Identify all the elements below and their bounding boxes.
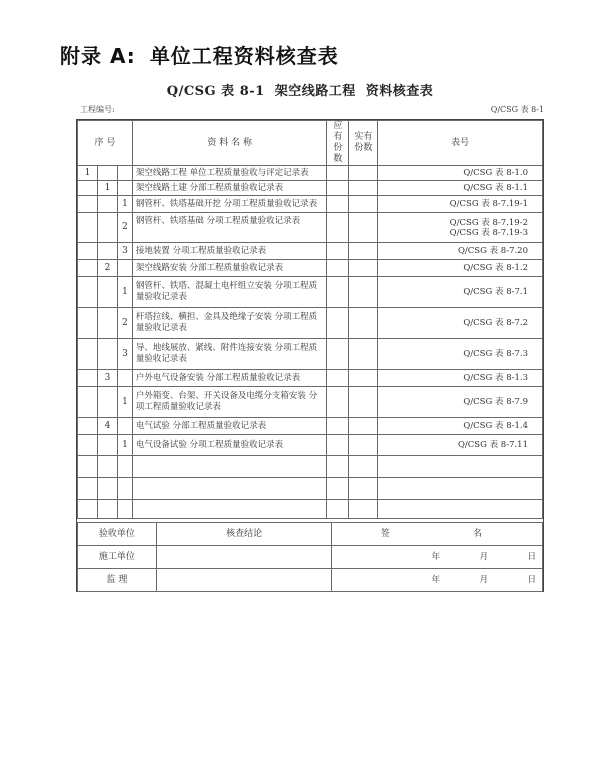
row-level1 — [78, 243, 98, 260]
supervisor-date — [392, 569, 543, 592]
contractor-date — [392, 546, 543, 569]
row-code: Q/CSG 表 8-1.0 — [378, 166, 543, 181]
row-level1 — [78, 181, 98, 196]
row-name: 钢管杆、铁塔、混凝土电杆组立安装 分项工程质量验收记录表 — [132, 277, 326, 308]
row-level3 — [117, 181, 132, 196]
row-actual — [349, 370, 378, 387]
table-row — [78, 181, 543, 196]
row-code: Q/CSG 表 8-7.9 — [378, 387, 543, 418]
row-should — [327, 370, 349, 387]
row-name: 户外电气设备安装 分部工程质量验收记录表 — [132, 370, 326, 387]
row-level1 — [78, 213, 98, 243]
row-level1 — [78, 260, 98, 277]
table-header-row — [78, 121, 543, 166]
row-level1 — [78, 339, 98, 370]
table-row — [78, 260, 543, 277]
row-level1 — [78, 370, 98, 387]
table-row — [78, 166, 543, 181]
header-should: 应有份数 — [327, 121, 349, 166]
table-row-empty — [78, 478, 543, 500]
row-level1 — [78, 277, 98, 308]
row-name: 杆塔拉线、横担、金具及绝缘子安装 分项工程质量验收记录表 — [132, 308, 326, 339]
row-level2: 4 — [97, 418, 117, 435]
row-name: 接地装置 分项工程质量验收记录表 — [132, 243, 326, 260]
row-code: Q/CSG 表 8-7.20 — [378, 243, 543, 260]
table-row — [78, 435, 543, 456]
row-code: Q/CSG 表 8-7.2 — [378, 308, 543, 339]
row-should — [327, 418, 349, 435]
row-level3 — [117, 370, 132, 387]
date-month: 月 — [479, 574, 489, 585]
row-actual — [349, 277, 378, 308]
supervisor-sign[interactable] — [332, 569, 392, 592]
form-code: Q/CSG 表 8-1 — [166, 84, 265, 99]
table-row — [78, 339, 543, 370]
table-row — [78, 387, 543, 418]
row-actual — [349, 243, 378, 260]
row-code: Q/CSG 表 8-1.3 — [378, 370, 543, 387]
supervisor-conclusion[interactable] — [156, 569, 332, 592]
row-actual — [349, 387, 378, 418]
table-row — [78, 308, 543, 339]
row-name: 电气试验 分部工程质量验收记录表 — [132, 418, 326, 435]
row-actual — [349, 418, 378, 435]
header-name: 资 料 名 称 — [132, 121, 326, 166]
row-actual — [349, 308, 378, 339]
row-level3: 3 — [117, 339, 132, 370]
row-code: Q/CSG 表 8-1.1 — [378, 181, 543, 196]
table-row — [78, 277, 543, 308]
row-name: 架空线路土建 分部工程质量验收记录表 — [132, 181, 326, 196]
form-project: 架空线路工程 — [274, 84, 356, 99]
accept-unit-label: 验收单位 — [78, 523, 157, 546]
header-code: 表号 — [378, 121, 543, 166]
date-year: 年 — [431, 574, 441, 585]
contractor-label: 施工单位 — [78, 546, 157, 569]
table-row — [78, 418, 543, 435]
row-code: Q/CSG 表 8-7.19-1 — [378, 196, 543, 213]
row-code-line1: Q/CSG 表 8-7.19-2 — [449, 217, 528, 228]
row-level3: 3 — [117, 243, 132, 260]
row-level2 — [97, 435, 117, 456]
row-should — [327, 435, 349, 456]
date-day: 日 — [527, 551, 536, 562]
form-subject: 资料核查表 — [365, 84, 434, 99]
row-name: 架空线路工程 单位工程质量验收与评定记录表 — [132, 166, 326, 181]
table-row-empty — [78, 500, 543, 519]
row-level3 — [117, 418, 132, 435]
row-level3: 1 — [117, 196, 132, 213]
signature-header-row — [78, 523, 543, 546]
date-day: 日 — [527, 574, 536, 585]
row-level2 — [97, 213, 117, 243]
row-level1 — [78, 418, 98, 435]
signature-table — [77, 522, 543, 592]
form-title — [0, 80, 600, 99]
row-level2: 2 — [97, 260, 117, 277]
date-month: 月 — [479, 551, 489, 562]
row-should — [327, 213, 349, 243]
row-level1 — [78, 387, 98, 418]
checklist-table-frame — [76, 119, 544, 592]
row-should — [327, 196, 349, 213]
contractor-conclusion[interactable] — [156, 546, 332, 569]
supervisor-label: 监 理 — [78, 569, 157, 592]
row-level2 — [97, 387, 117, 418]
row-level3 — [117, 166, 132, 181]
row-should — [327, 166, 349, 181]
project-number-label: 工程编号: — [80, 105, 115, 114]
table-row — [78, 213, 543, 243]
row-actual — [349, 196, 378, 213]
row-level2 — [97, 339, 117, 370]
date-year: 年 — [431, 551, 441, 562]
row-level3 — [117, 260, 132, 277]
row-actual — [349, 435, 378, 456]
name-label: 名 — [392, 523, 543, 546]
table-row-empty — [78, 456, 543, 478]
header-seq: 序 号 — [78, 121, 133, 166]
row-level2 — [97, 277, 117, 308]
supervisor-row — [78, 569, 543, 592]
appendix-heading: 单位工程资料核查表 — [149, 44, 339, 68]
row-level3: 2 — [117, 308, 132, 339]
row-name: 电气设备试验 分项工程质量验收记录表 — [132, 435, 326, 456]
row-actual — [349, 339, 378, 370]
row-code: Q/CSG 表 8-7.11 — [378, 435, 543, 456]
row-code: Q/CSG 表 8-1.4 — [378, 418, 543, 435]
row-code-line2: Q/CSG 表 8-7.19-3 — [449, 227, 528, 238]
row-should — [327, 277, 349, 308]
row-code: Q/CSG 表 8-7.3 — [378, 339, 543, 370]
row-name: 钢管杆、铁塔基础开挖 分项工程质量验收记录表 — [132, 196, 326, 213]
row-name: 架空线路安装 分部工程质量验收记录表 — [132, 260, 326, 277]
row-level1 — [78, 308, 98, 339]
row-code: Q/CSG 表 8-1.2 — [378, 260, 543, 277]
row-name: 钢管杆、铁塔基础 分项工程质量验收记录表 — [132, 213, 326, 243]
table-row — [78, 243, 543, 260]
row-actual — [349, 213, 378, 243]
row-should — [327, 260, 349, 277]
row-should — [327, 339, 349, 370]
row-level1: 1 — [78, 166, 98, 181]
row-actual — [349, 166, 378, 181]
row-should — [327, 387, 349, 418]
row-name: 户外箱变、台架、开关设备及电缆分支箱安装 分项工程质量验收记录表 — [132, 387, 326, 418]
row-should — [327, 181, 349, 196]
row-level3: 1 — [117, 435, 132, 456]
sign-label: 签 — [332, 523, 392, 546]
row-level1 — [78, 435, 98, 456]
row-code — [378, 213, 543, 243]
appendix-title — [60, 40, 339, 69]
row-level2 — [97, 243, 117, 260]
row-should — [327, 308, 349, 339]
row-level3: 1 — [117, 277, 132, 308]
row-code: Q/CSG 表 8-7.1 — [378, 277, 543, 308]
table-row — [78, 370, 543, 387]
contractor-row — [78, 546, 543, 569]
row-should — [327, 243, 349, 260]
contractor-sign[interactable] — [332, 546, 392, 569]
row-level2 — [97, 166, 117, 181]
row-level2 — [97, 308, 117, 339]
form-code-right: Q/CSG 表 8-1 — [490, 105, 544, 114]
row-level3: 2 — [117, 213, 132, 243]
row-level2: 1 — [97, 181, 117, 196]
row-actual — [349, 181, 378, 196]
header-actual: 实有份数 — [349, 121, 378, 166]
row-level3: 1 — [117, 387, 132, 418]
row-name: 导、地线展放、紧线、附件连接安装 分项工程质量验收记录表 — [132, 339, 326, 370]
checklist-table — [77, 120, 543, 519]
row-level1 — [78, 196, 98, 213]
row-level2: 3 — [97, 370, 117, 387]
conclusion-label: 核查结论 — [156, 523, 332, 546]
row-actual — [349, 260, 378, 277]
table-row — [78, 196, 543, 213]
appendix-label: 附录 A: — [60, 44, 136, 68]
row-level2 — [97, 196, 117, 213]
